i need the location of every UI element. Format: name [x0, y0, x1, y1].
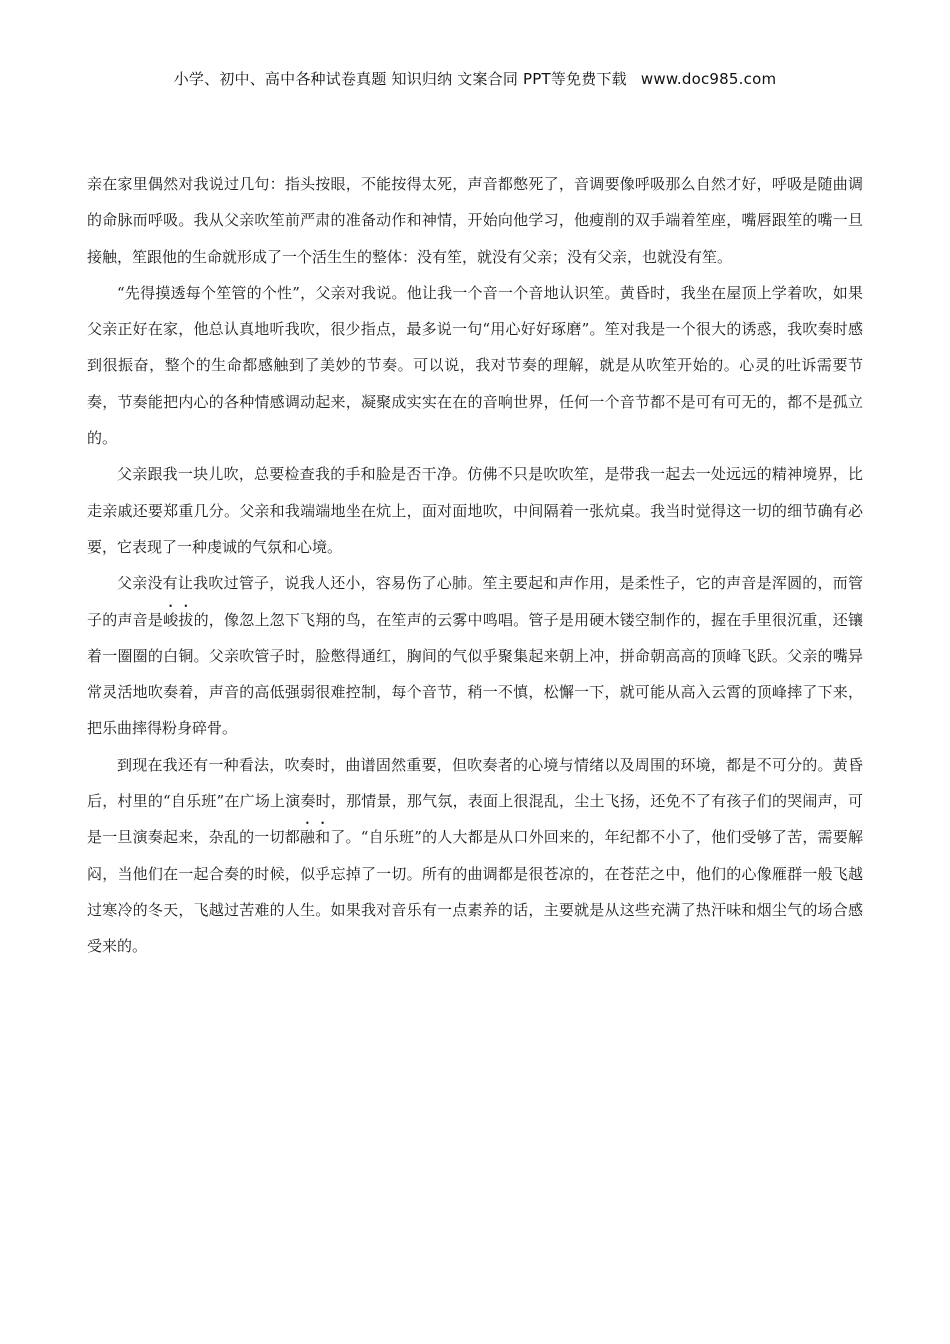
page-header: [0, 68, 950, 89]
article-body: [87, 166, 863, 965]
header-site-link[interactable]: www.doc985.com: [640, 70, 777, 88]
paragraph-2: “先得摸透每个笙管的个性”，父亲对我说。他让我一个音一个音地认识笙。黄昏时，我坐在屋顶上学着吹，如果父亲正好在家，他总认真地听我吹，很少指点，最多说一句“用心好好琢磨”。笙对我是一个很大的诱惑，我吹奏时感到很振奋，整个的生命都感触到了美妙的节奏。可以说，我对节奏的理解，就是从吹笙开始的。心灵的吐诉需要节奏，节奏能把内心的各种情感调动起来，凝聚成实实在在的音响世界，任何一个音节都不是可有可无的，都不是孤立的。: [87, 283, 863, 448]
paragraph-5-text-a: 到现在我还有一种看法，吹奏时，曲谱固然重要，但吹奏者的心境与情绪以及周围的环境，都是不可分的。黄昏后，村里的“自乐班”在广场上演奏时，那情景，那气氛，表面上很混乱，尘土飞扬，还免不了有孩子们的哭闹声，可是一旦演奏起来，杂乱的一切都: [87, 755, 863, 847]
paragraph-5-text-b: 了。“自乐班”的人大都是从口外回来的，年纪都不小了，他们受够了苦，需要解闷，当他们在一起合奏的时候，似乎忘掉了一切。所有的曲调都是很苍凉的，在苍茫之中，他们的心像雁群一般飞越过寒冷的冬天，飞越过苦难的人生。如果我对音乐有一点素养的话，主要就是从这些充满了热汗味和烟尘气的场合感受来的。: [87, 828, 863, 956]
header-title: 小学、初中、高中各种试卷真题 知识归纳 文案合同 PPT等免费下载: [173, 70, 627, 88]
paragraph-3: 父亲跟我一块儿吹，总要检查我的手和脸是否干净。仿佛不只是吹吹笙，是带我一起去一处远远的精神境界，比走亲戚还要郑重几分。父亲和我端端地坐在炕上，面对面地吹，中间隔着一张炕桌。我当时觉得这一切的细节确有必要，它表现了一种虔诚的气氛和心境。: [87, 465, 863, 556]
paragraph-4-text-b: 的，像忽上忽下飞翔的鸟，在笙声的云雾中鸣唱。管子是用硬木镂空制作的，握在手里很沉重，还镶着一圈圈的白铜。父亲吹管子时，脸憋得通红，胸间的气似乎聚集起来朝上冲，拼命朝高高的顶峰飞跃。父亲的嘴异常灵活地吹奏着，声音的高低强弱很难控制，每个音节，稍一不慎，松懈一下，就可能从高入云霄的顶峰摔了下来，把乐曲摔得粉身碎骨。: [87, 610, 863, 738]
paragraph-4-text-a: 父亲没有让我吹过管子，说我人还小，容易伤了心肺。笙主要起和声作用，是柔性子，它的声音是浑圆的，而管子的声音是: [87, 574, 863, 629]
emphasized-word-ronghe: 融和: [299, 828, 331, 847]
paragraph-1: 亲在家里偶然对我说过几句：指头按眼，不能按得太死，声音都憋死了，音调要像呼吸那么自然才好，呼吸是随曲调的命脉而呼吸。我从父亲吹笙前严肃的准备动作和神情，开始向他学习，他瘦削的双手端着笙座，嘴唇跟笙的嘴一旦接触，笙跟他的生命就形成了一个活生生的整体：没有笙，就没有父亲；没有父亲，也就没有笙。: [87, 175, 863, 266]
paragraph-4: [87, 565, 863, 746]
paragraph-5: [87, 747, 863, 965]
emphasized-word-junba: 峻拔: [163, 610, 194, 629]
